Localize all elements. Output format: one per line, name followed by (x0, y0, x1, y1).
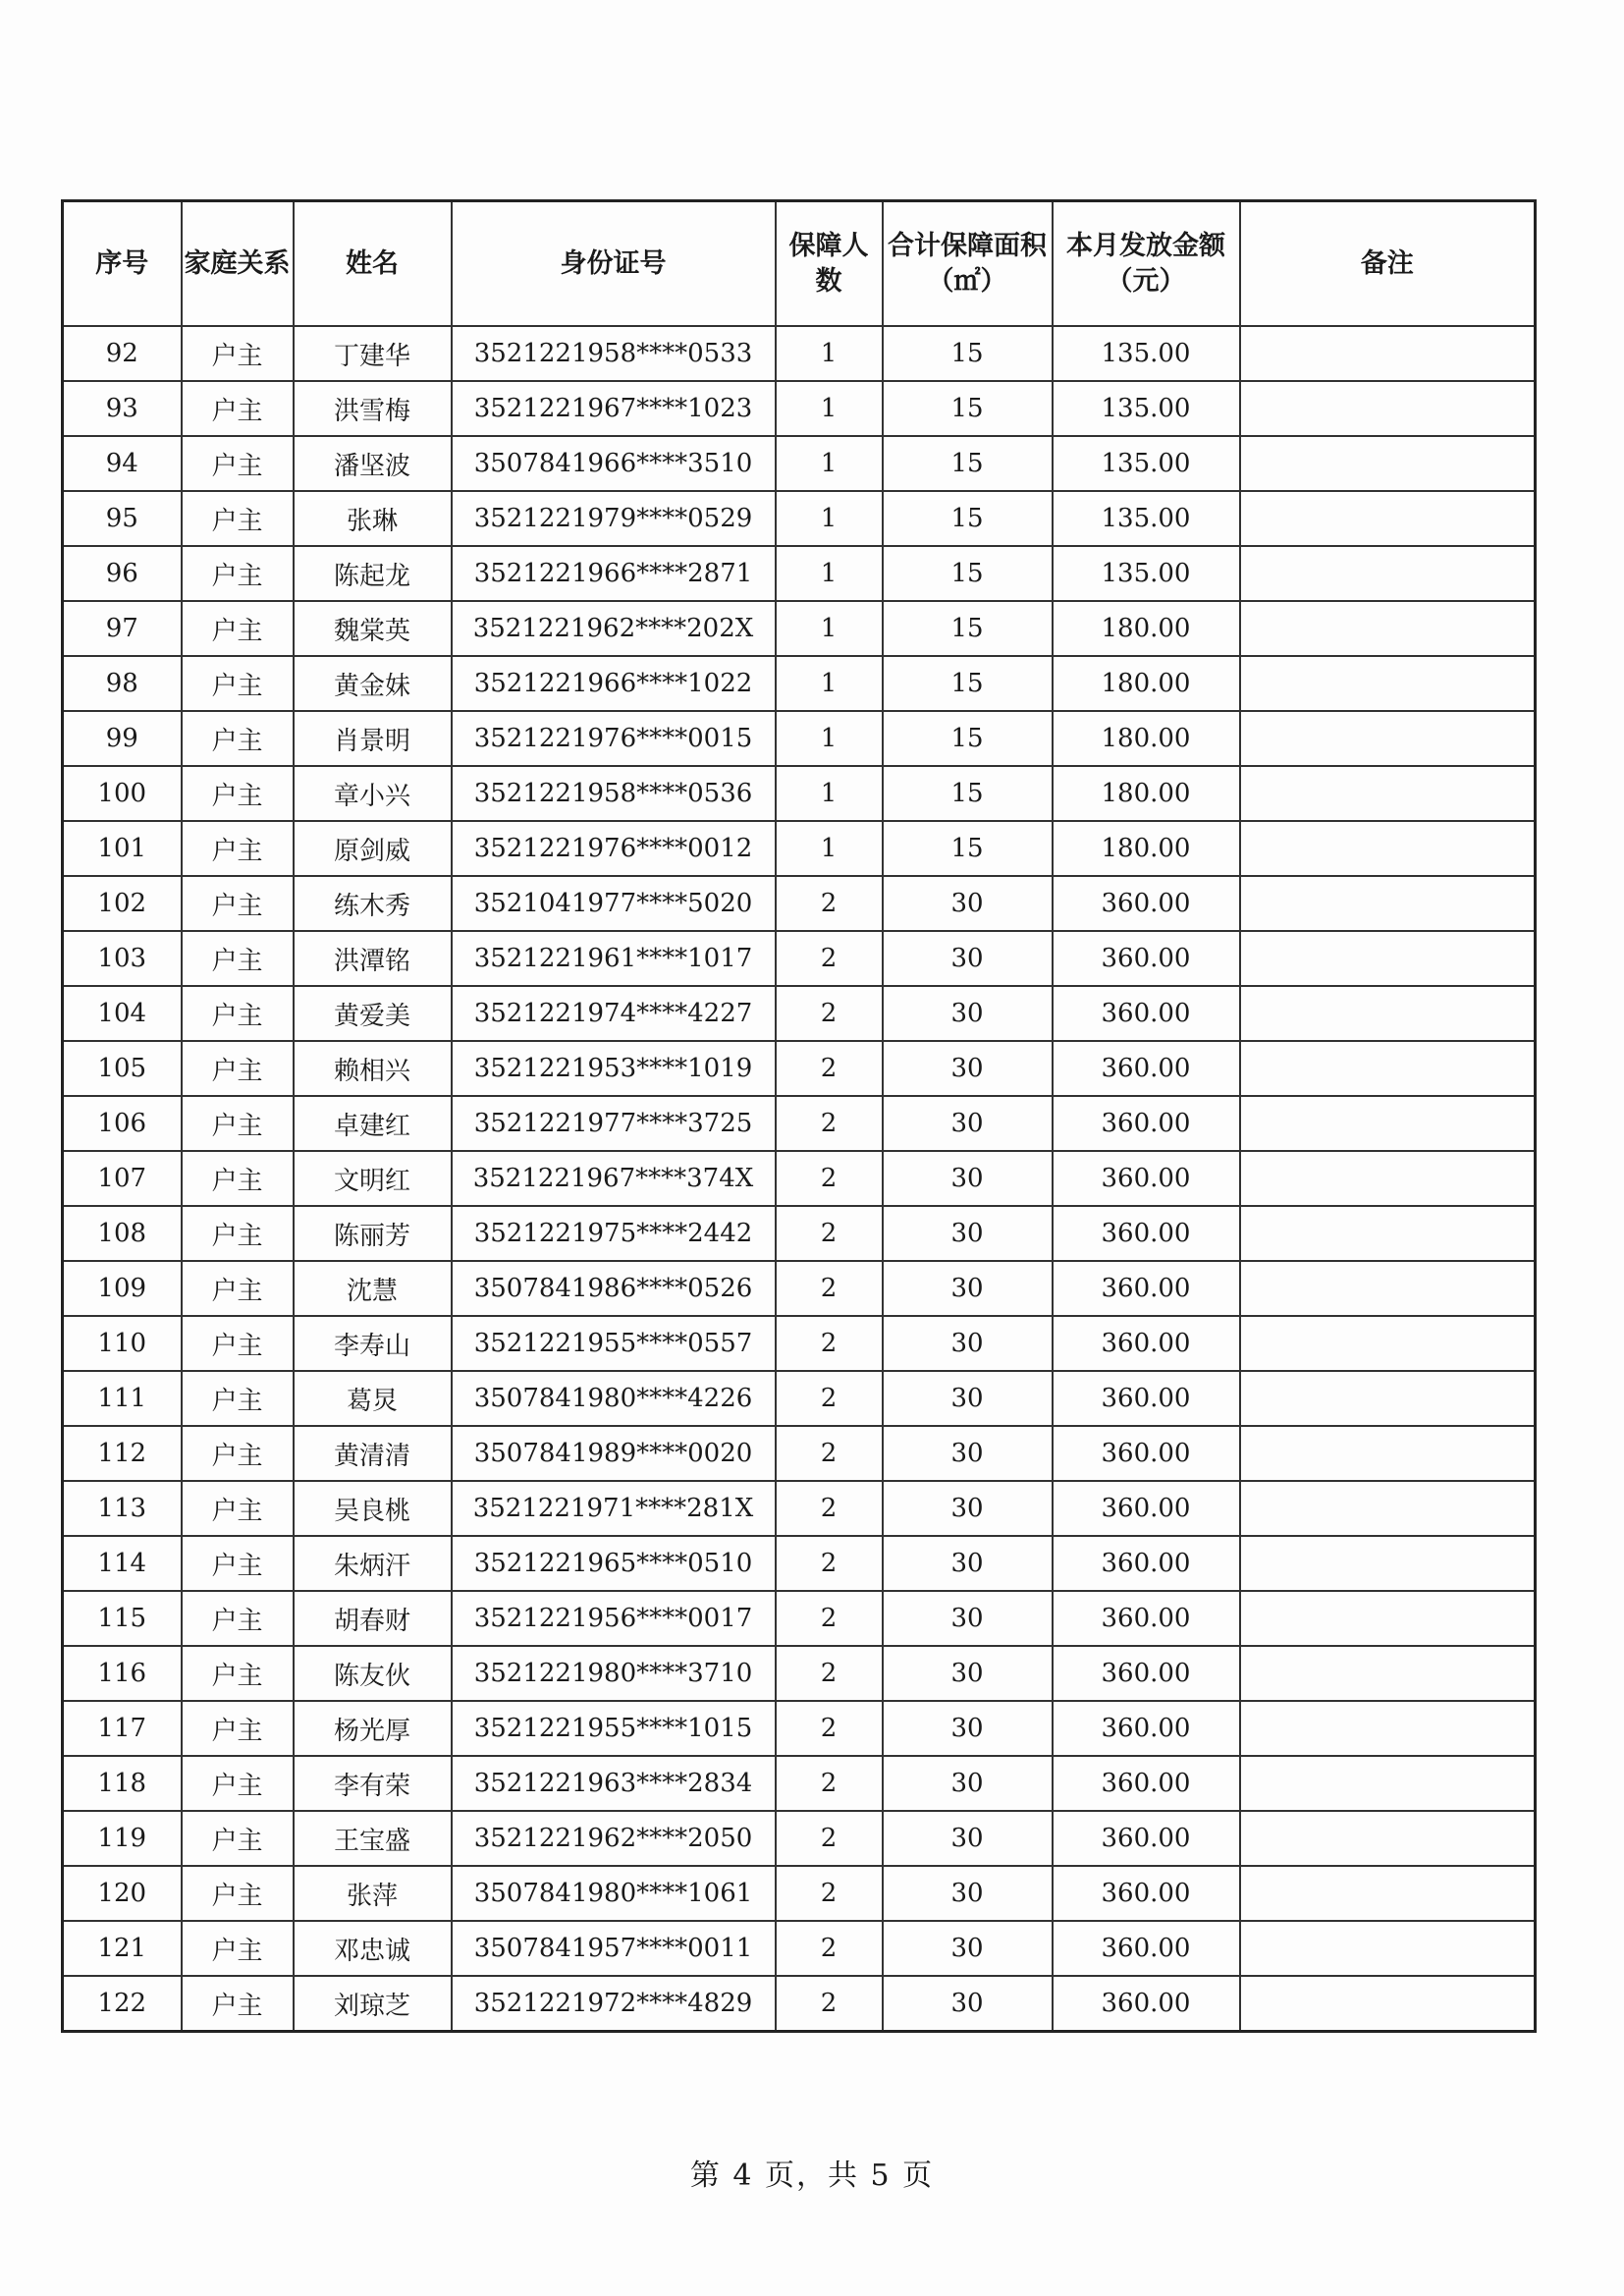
cell-remarks (1240, 1206, 1536, 1261)
header-remarks: 备注 (1240, 201, 1536, 327)
cell-persons: 2 (776, 1371, 883, 1426)
cell-remarks (1240, 711, 1536, 766)
table-row (63, 766, 1536, 821)
cell-persons: 2 (776, 1426, 883, 1481)
cell-id-number: 3521221955****0557 (452, 1316, 776, 1371)
cell-id-number: 3521221972****4829 (452, 1976, 776, 2032)
header-name: 姓名 (294, 201, 452, 327)
cell-id-number: 3521221974****4227 (452, 986, 776, 1041)
cell-remarks (1240, 491, 1536, 546)
cell-area: 15 (883, 601, 1053, 656)
cell-amount: 360.00 (1053, 1261, 1240, 1316)
cell-id-number: 3521221958****0536 (452, 766, 776, 821)
cell-amount: 360.00 (1053, 1426, 1240, 1481)
cell-amount: 180.00 (1053, 656, 1240, 711)
cell-seq: 103 (63, 931, 182, 986)
table-row (63, 711, 1536, 766)
cell-seq: 120 (63, 1866, 182, 1921)
cell-persons: 2 (776, 1206, 883, 1261)
cell-seq: 116 (63, 1646, 182, 1701)
cell-relation: 户主 (182, 1976, 294, 2032)
cell-amount: 360.00 (1053, 1646, 1240, 1701)
cell-relation: 户主 (182, 1701, 294, 1756)
cell-seq: 112 (63, 1426, 182, 1481)
cell-persons: 2 (776, 931, 883, 986)
cell-persons: 2 (776, 1701, 883, 1756)
cell-id-number: 3521221958****0533 (452, 326, 776, 381)
cell-relation: 户主 (182, 491, 294, 546)
header-row (63, 201, 1536, 327)
table-row (63, 1316, 1536, 1371)
cell-area: 30 (883, 1481, 1053, 1536)
cell-name: 原剑威 (294, 821, 452, 876)
cell-area: 30 (883, 1756, 1053, 1811)
cell-name: 赖相兴 (294, 1041, 452, 1096)
table-row (63, 381, 1536, 436)
cell-amount: 360.00 (1053, 1591, 1240, 1646)
cell-area: 30 (883, 1646, 1053, 1701)
table-row (63, 1921, 1536, 1976)
cell-remarks (1240, 381, 1536, 436)
cell-id-number: 3521221976****0015 (452, 711, 776, 766)
cell-name: 刘琼芝 (294, 1976, 452, 2032)
cell-name: 葛炅 (294, 1371, 452, 1426)
cell-name: 洪潭铭 (294, 931, 452, 986)
table-row (63, 656, 1536, 711)
cell-name: 吴良桃 (294, 1481, 452, 1536)
cell-relation: 户主 (182, 1151, 294, 1206)
cell-id-number: 3507841980****4226 (452, 1371, 776, 1426)
cell-remarks (1240, 876, 1536, 931)
cell-area: 30 (883, 1701, 1053, 1756)
cell-area: 30 (883, 1041, 1053, 1096)
cell-seq: 94 (63, 436, 182, 491)
cell-seq: 113 (63, 1481, 182, 1536)
table-row (63, 491, 1536, 546)
cell-area: 30 (883, 1206, 1053, 1261)
cell-id-number: 3521221967****1023 (452, 381, 776, 436)
cell-name: 黄金妹 (294, 656, 452, 711)
cell-area: 15 (883, 711, 1053, 766)
cell-id-number: 3521221977****3725 (452, 1096, 776, 1151)
cell-area: 30 (883, 1976, 1053, 2032)
cell-area: 30 (883, 1591, 1053, 1646)
cell-amount: 180.00 (1053, 766, 1240, 821)
cell-amount: 360.00 (1053, 1701, 1240, 1756)
cell-remarks (1240, 601, 1536, 656)
cell-persons: 1 (776, 766, 883, 821)
table-row (63, 1591, 1536, 1646)
cell-relation: 户主 (182, 601, 294, 656)
cell-relation: 户主 (182, 1536, 294, 1591)
cell-persons: 1 (776, 821, 883, 876)
cell-seq: 102 (63, 876, 182, 931)
cell-remarks (1240, 1371, 1536, 1426)
cell-area: 15 (883, 821, 1053, 876)
cell-area: 15 (883, 326, 1053, 381)
table-row (63, 931, 1536, 986)
cell-relation: 户主 (182, 876, 294, 931)
cell-id-number: 3521221979****0529 (452, 491, 776, 546)
cell-id-number: 3521221967****374X (452, 1151, 776, 1206)
header-seq: 序号 (63, 201, 182, 327)
table-row (63, 1151, 1536, 1206)
table-row (63, 1811, 1536, 1866)
cell-seq: 98 (63, 656, 182, 711)
table-row (63, 1646, 1536, 1701)
cell-relation: 户主 (182, 1041, 294, 1096)
cell-relation: 户主 (182, 1811, 294, 1866)
cell-name: 章小兴 (294, 766, 452, 821)
table-row (63, 1976, 1536, 2032)
cell-relation: 户主 (182, 986, 294, 1041)
cell-amount: 360.00 (1053, 986, 1240, 1041)
cell-remarks (1240, 1591, 1536, 1646)
cell-seq: 104 (63, 986, 182, 1041)
cell-persons: 2 (776, 876, 883, 931)
cell-relation: 户主 (182, 1261, 294, 1316)
cell-seq: 99 (63, 711, 182, 766)
cell-remarks (1240, 326, 1536, 381)
table-row (63, 1536, 1536, 1591)
cell-name: 张萍 (294, 1866, 452, 1921)
cell-seq: 92 (63, 326, 182, 381)
cell-seq: 110 (63, 1316, 182, 1371)
cell-amount: 360.00 (1053, 1536, 1240, 1591)
cell-area: 30 (883, 1536, 1053, 1591)
cell-persons: 2 (776, 1316, 883, 1371)
cell-amount: 135.00 (1053, 546, 1240, 601)
cell-id-number: 3521221976****0012 (452, 821, 776, 876)
header-persons: 保障人数 (776, 201, 883, 327)
cell-remarks (1240, 766, 1536, 821)
cell-id-number: 3521221962****202X (452, 601, 776, 656)
table-row (63, 986, 1536, 1041)
cell-persons: 1 (776, 601, 883, 656)
cell-id-number: 3507841986****0526 (452, 1261, 776, 1316)
table-row (63, 546, 1536, 601)
cell-amount: 360.00 (1053, 1976, 1240, 2032)
table-body (63, 326, 1536, 2032)
cell-remarks (1240, 1536, 1536, 1591)
cell-area: 30 (883, 931, 1053, 986)
cell-amount: 135.00 (1053, 381, 1240, 436)
cell-name: 卓建红 (294, 1096, 452, 1151)
cell-amount: 360.00 (1053, 1921, 1240, 1976)
cell-id-number: 3521221962****2050 (452, 1811, 776, 1866)
cell-name: 朱炳汗 (294, 1536, 452, 1591)
cell-name: 胡春财 (294, 1591, 452, 1646)
cell-persons: 2 (776, 1921, 883, 1976)
cell-relation: 户主 (182, 1646, 294, 1701)
cell-name: 黄爱美 (294, 986, 452, 1041)
cell-name: 魏棠英 (294, 601, 452, 656)
cell-persons: 2 (776, 1811, 883, 1866)
cell-relation: 户主 (182, 656, 294, 711)
cell-remarks (1240, 1701, 1536, 1756)
table-header (63, 201, 1536, 327)
cell-seq: 101 (63, 821, 182, 876)
cell-name: 王宝盛 (294, 1811, 452, 1866)
cell-remarks (1240, 1976, 1536, 2032)
cell-area: 15 (883, 766, 1053, 821)
cell-amount: 180.00 (1053, 821, 1240, 876)
cell-persons: 2 (776, 1261, 883, 1316)
cell-id-number: 3507841989****0020 (452, 1426, 776, 1481)
cell-name: 沈慧 (294, 1261, 452, 1316)
cell-name: 丁建华 (294, 326, 452, 381)
cell-persons: 2 (776, 1536, 883, 1591)
cell-remarks (1240, 1481, 1536, 1536)
cell-area: 15 (883, 656, 1053, 711)
cell-area: 30 (883, 1921, 1053, 1976)
table-row (63, 1866, 1536, 1921)
cell-amount: 360.00 (1053, 1756, 1240, 1811)
cell-amount: 360.00 (1053, 876, 1240, 931)
cell-name: 潘坚波 (294, 436, 452, 491)
cell-name: 杨光厚 (294, 1701, 452, 1756)
cell-seq: 117 (63, 1701, 182, 1756)
cell-remarks (1240, 546, 1536, 601)
header-id-number: 身份证号 (452, 201, 776, 327)
cell-persons: 1 (776, 436, 883, 491)
cell-seq: 114 (63, 1536, 182, 1591)
cell-seq: 97 (63, 601, 182, 656)
cell-amount: 135.00 (1053, 491, 1240, 546)
cell-seq: 118 (63, 1756, 182, 1811)
cell-remarks (1240, 1261, 1536, 1316)
cell-id-number: 3521221963****2834 (452, 1756, 776, 1811)
cell-persons: 2 (776, 1151, 883, 1206)
cell-amount: 360.00 (1053, 1316, 1240, 1371)
cell-relation: 户主 (182, 1591, 294, 1646)
cell-area: 30 (883, 1096, 1053, 1151)
cell-name: 洪雪梅 (294, 381, 452, 436)
table-row (63, 1206, 1536, 1261)
cell-remarks (1240, 1646, 1536, 1701)
cell-seq: 111 (63, 1371, 182, 1426)
cell-remarks (1240, 1811, 1536, 1866)
cell-remarks (1240, 821, 1536, 876)
cell-persons: 1 (776, 381, 883, 436)
cell-seq: 115 (63, 1591, 182, 1646)
cell-remarks (1240, 1151, 1536, 1206)
cell-amount: 360.00 (1053, 1206, 1240, 1261)
cell-area: 30 (883, 1866, 1053, 1921)
table-row (63, 436, 1536, 491)
cell-id-number: 3521221971****281X (452, 1481, 776, 1536)
cell-area: 15 (883, 436, 1053, 491)
cell-name: 李寿山 (294, 1316, 452, 1371)
cell-persons: 2 (776, 1756, 883, 1811)
cell-seq: 100 (63, 766, 182, 821)
cell-persons: 2 (776, 1481, 883, 1536)
cell-persons: 1 (776, 656, 883, 711)
cell-id-number: 3521221956****0017 (452, 1591, 776, 1646)
cell-persons: 2 (776, 1041, 883, 1096)
cell-persons: 1 (776, 491, 883, 546)
cell-seq: 109 (63, 1261, 182, 1316)
cell-remarks (1240, 1316, 1536, 1371)
cell-amount: 360.00 (1053, 1041, 1240, 1096)
table-row (63, 601, 1536, 656)
cell-relation: 户主 (182, 326, 294, 381)
cell-relation: 户主 (182, 546, 294, 601)
cell-persons: 1 (776, 546, 883, 601)
page-number: 第 4 页，共 5 页 (689, 2159, 935, 2193)
cell-amount: 360.00 (1053, 1481, 1240, 1536)
cell-remarks (1240, 1866, 1536, 1921)
cell-amount: 135.00 (1053, 436, 1240, 491)
cell-name: 肖景明 (294, 711, 452, 766)
cell-amount: 360.00 (1053, 1096, 1240, 1151)
cell-persons: 2 (776, 986, 883, 1041)
header-area: 合计保障面积（㎡） (883, 201, 1053, 327)
table-row (63, 821, 1536, 876)
cell-name: 陈丽芳 (294, 1206, 452, 1261)
cell-remarks (1240, 656, 1536, 711)
header-relation: 家庭关系 (182, 201, 294, 327)
cell-name: 陈起龙 (294, 546, 452, 601)
cell-name: 张琳 (294, 491, 452, 546)
cell-area: 30 (883, 1316, 1053, 1371)
cell-area: 30 (883, 1371, 1053, 1426)
cell-persons: 1 (776, 711, 883, 766)
cell-name: 邓忠诚 (294, 1921, 452, 1976)
cell-name: 李有荣 (294, 1756, 452, 1811)
cell-remarks (1240, 436, 1536, 491)
cell-seq: 93 (63, 381, 182, 436)
cell-area: 30 (883, 1426, 1053, 1481)
cell-amount: 360.00 (1053, 1866, 1240, 1921)
cell-seq: 119 (63, 1811, 182, 1866)
cell-id-number: 3507841966****3510 (452, 436, 776, 491)
cell-relation: 户主 (182, 821, 294, 876)
cell-relation: 户主 (182, 1921, 294, 1976)
cell-name: 黄清清 (294, 1426, 452, 1481)
table-row (63, 1041, 1536, 1096)
cell-name: 陈友伙 (294, 1646, 452, 1701)
cell-area: 30 (883, 1151, 1053, 1206)
cell-amount: 180.00 (1053, 711, 1240, 766)
header-amount: 本月发放金额（元） (1053, 201, 1240, 327)
cell-seq: 107 (63, 1151, 182, 1206)
cell-seq: 95 (63, 491, 182, 546)
cell-persons: 2 (776, 1866, 883, 1921)
cell-persons: 1 (776, 326, 883, 381)
cell-seq: 121 (63, 1921, 182, 1976)
cell-id-number: 3521221965****0510 (452, 1536, 776, 1591)
cell-relation: 户主 (182, 766, 294, 821)
cell-area: 15 (883, 546, 1053, 601)
cell-area: 15 (883, 381, 1053, 436)
table-row (63, 1261, 1536, 1316)
cell-id-number: 3507841980****1061 (452, 1866, 776, 1921)
cell-seq: 106 (63, 1096, 182, 1151)
table-row (63, 1426, 1536, 1481)
cell-relation: 户主 (182, 1481, 294, 1536)
cell-amount: 360.00 (1053, 1371, 1240, 1426)
cell-id-number: 3521041977****5020 (452, 876, 776, 931)
cell-name: 文明红 (294, 1151, 452, 1206)
cell-amount: 180.00 (1053, 601, 1240, 656)
cell-persons: 2 (776, 1646, 883, 1701)
cell-relation: 户主 (182, 1206, 294, 1261)
cell-persons: 2 (776, 1976, 883, 2032)
cell-area: 30 (883, 876, 1053, 931)
cell-amount: 360.00 (1053, 1811, 1240, 1866)
cell-amount: 135.00 (1053, 326, 1240, 381)
cell-relation: 户主 (182, 1426, 294, 1481)
cell-remarks (1240, 1756, 1536, 1811)
cell-relation: 户主 (182, 1096, 294, 1151)
cell-id-number: 3507841957****0011 (452, 1921, 776, 1976)
cell-id-number: 3521221955****1015 (452, 1701, 776, 1756)
cell-remarks (1240, 986, 1536, 1041)
table-row (63, 326, 1536, 381)
cell-seq: 96 (63, 546, 182, 601)
cell-id-number: 3521221961****1017 (452, 931, 776, 986)
cell-relation: 户主 (182, 381, 294, 436)
table-row (63, 1096, 1536, 1151)
cell-amount: 360.00 (1053, 931, 1240, 986)
cell-relation: 户主 (182, 436, 294, 491)
table-row (63, 1481, 1536, 1536)
cell-remarks (1240, 931, 1536, 986)
table-row (63, 1701, 1536, 1756)
cell-id-number: 3521221966****2871 (452, 546, 776, 601)
cell-relation: 户主 (182, 1756, 294, 1811)
cell-id-number: 3521221980****3710 (452, 1646, 776, 1701)
cell-id-number: 3521221953****1019 (452, 1041, 776, 1096)
cell-remarks (1240, 1921, 1536, 1976)
cell-area: 30 (883, 1811, 1053, 1866)
cell-remarks (1240, 1096, 1536, 1151)
cell-area: 15 (883, 491, 1053, 546)
cell-remarks (1240, 1041, 1536, 1096)
cell-seq: 122 (63, 1976, 182, 2032)
cell-relation: 户主 (182, 1316, 294, 1371)
cell-relation: 户主 (182, 711, 294, 766)
table-row (63, 1371, 1536, 1426)
subsidy-roster-table (61, 199, 1537, 2033)
cell-relation: 户主 (182, 931, 294, 986)
cell-remarks (1240, 1426, 1536, 1481)
table-row (63, 876, 1536, 931)
cell-persons: 2 (776, 1591, 883, 1646)
cell-area: 30 (883, 986, 1053, 1041)
cell-seq: 105 (63, 1041, 182, 1096)
cell-id-number: 3521221966****1022 (452, 656, 776, 711)
cell-relation: 户主 (182, 1371, 294, 1426)
cell-persons: 2 (776, 1096, 883, 1151)
cell-seq: 108 (63, 1206, 182, 1261)
table-row (63, 1756, 1536, 1811)
cell-name: 练木秀 (294, 876, 452, 931)
cell-relation: 户主 (182, 1866, 294, 1921)
cell-area: 30 (883, 1261, 1053, 1316)
cell-amount: 360.00 (1053, 1151, 1240, 1206)
cell-id-number: 3521221975****2442 (452, 1206, 776, 1261)
